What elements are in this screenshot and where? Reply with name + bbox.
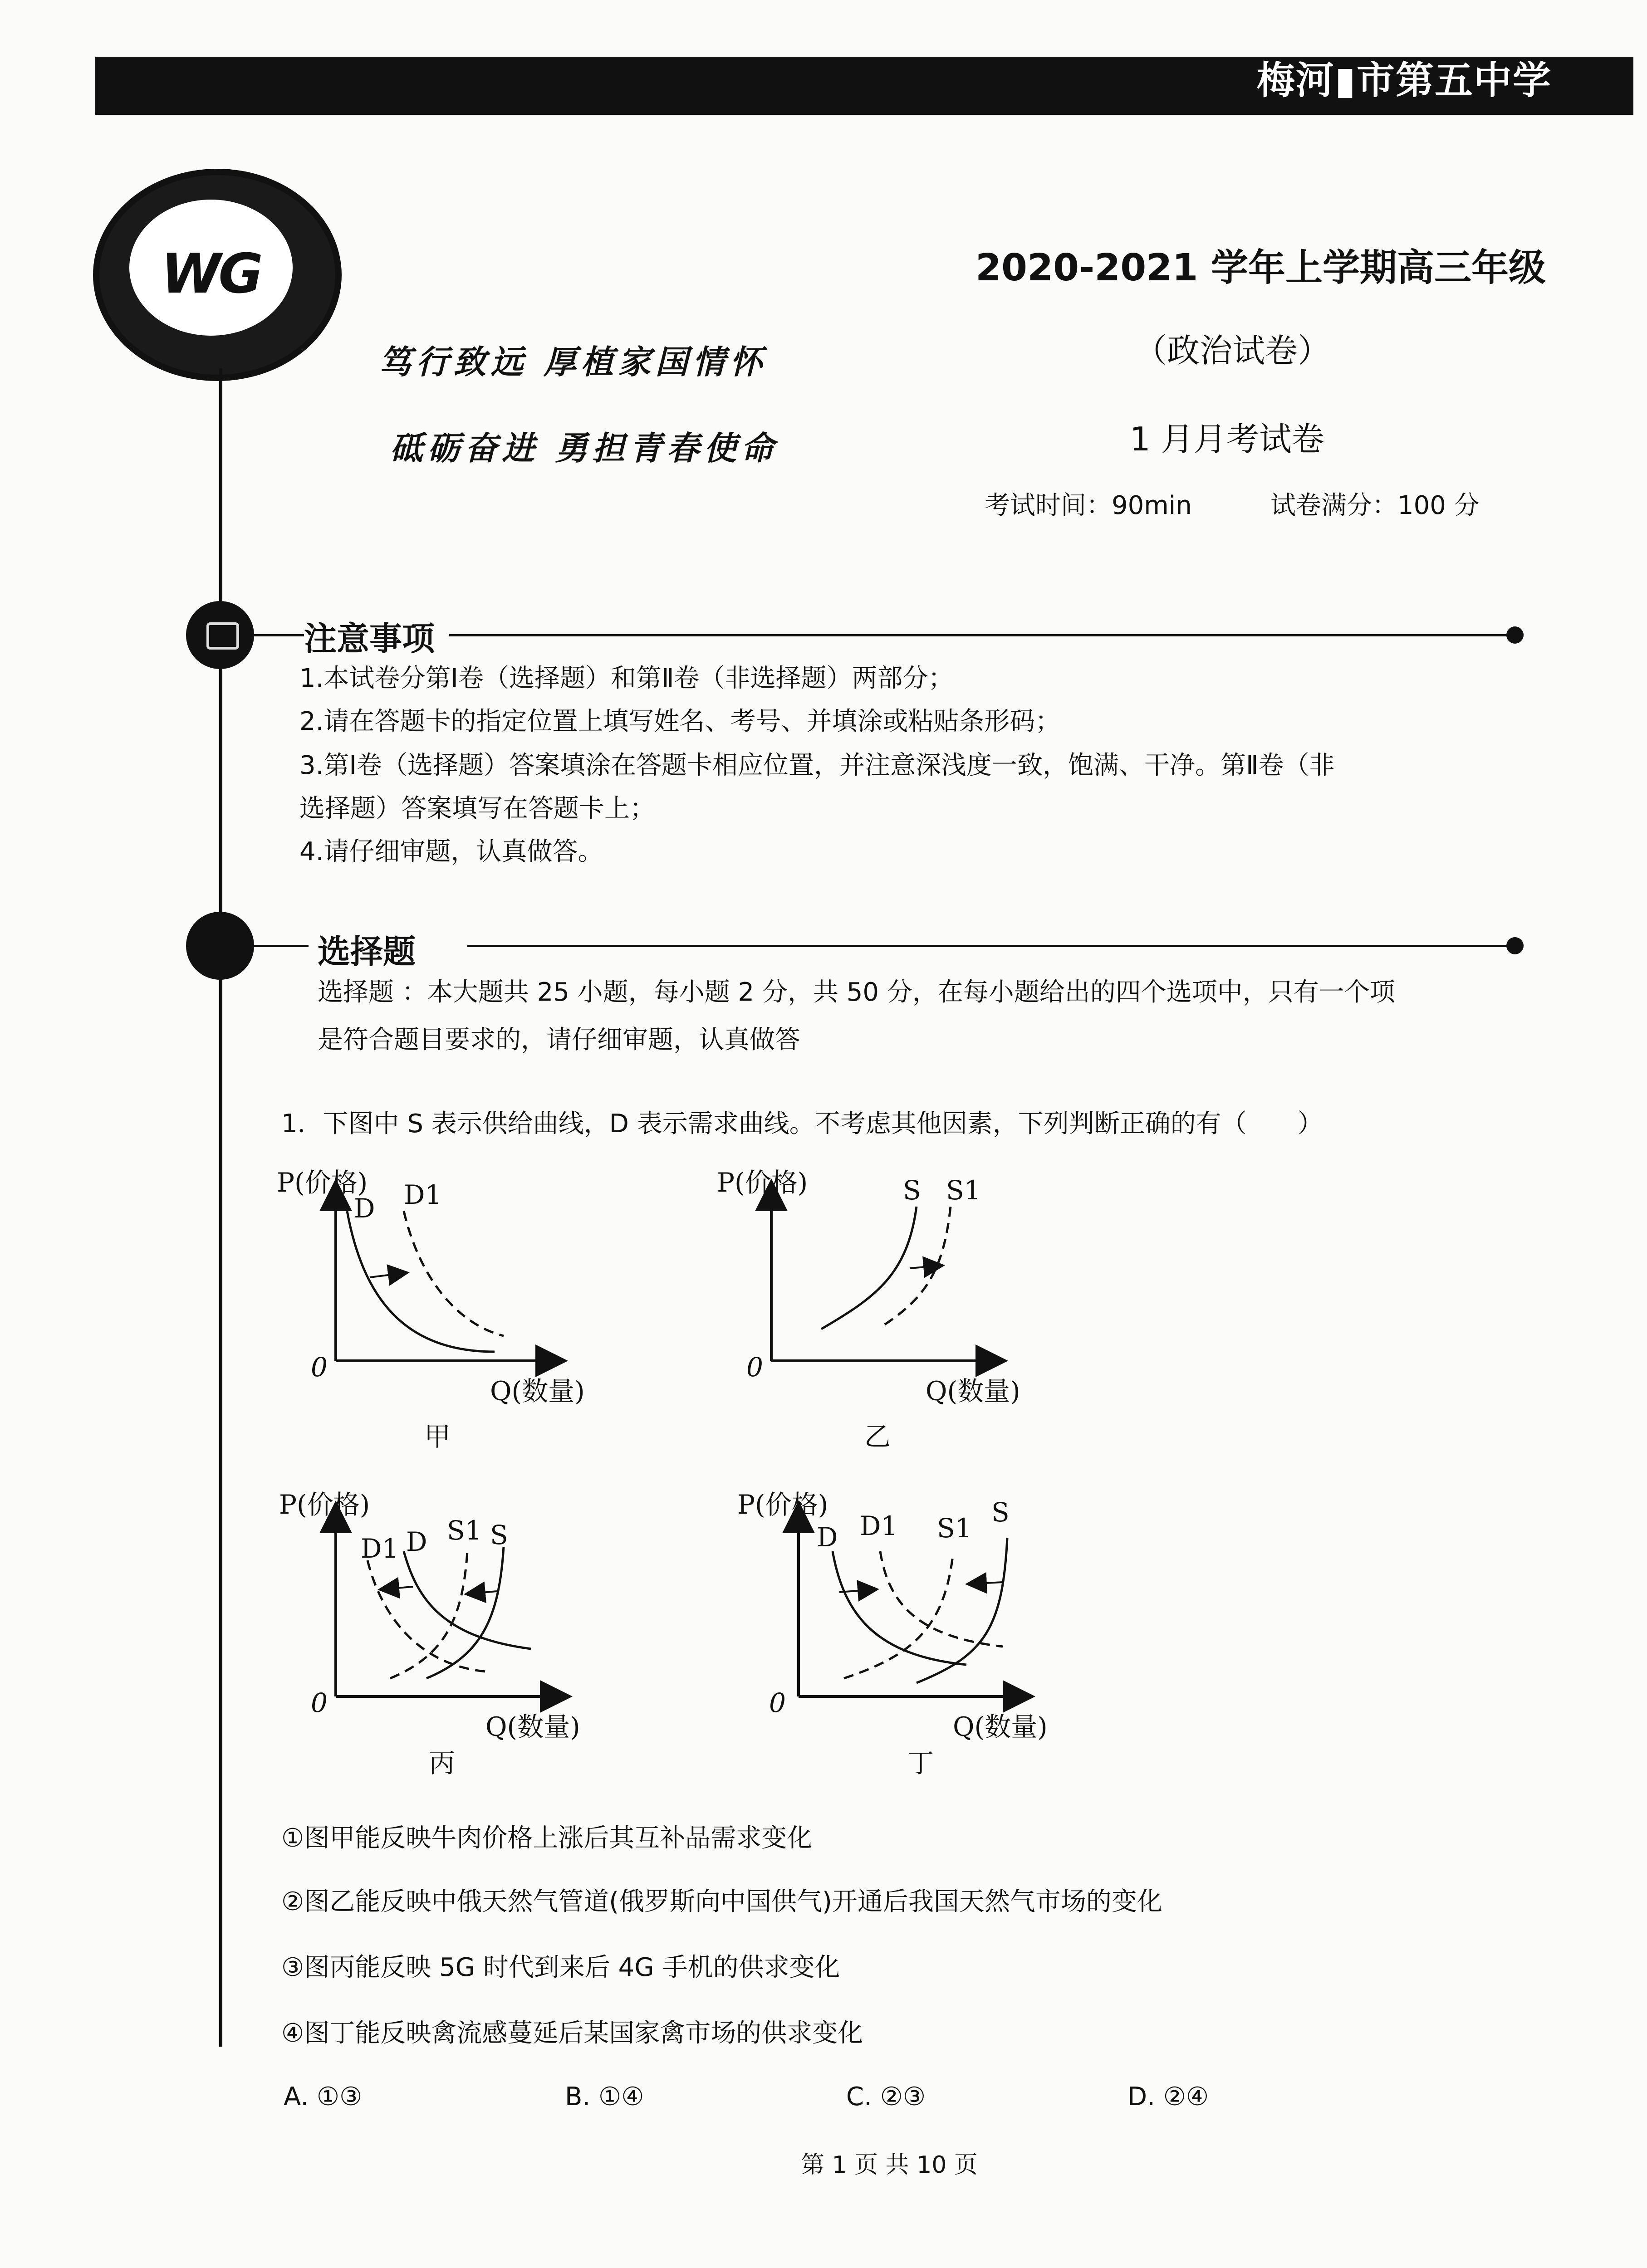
notice-item-3: 3.第Ⅰ卷（选择题）答案填涂在答题卡相应位置，并注意深浅度一致，饱满、干净。第Ⅱ卷（非: [299, 751, 1335, 780]
jia-curve-d1: [404, 1211, 504, 1336]
ding-label-s1: S1: [937, 1513, 972, 1544]
ding-label-d1: D1: [860, 1510, 898, 1541]
jia-shift-arrow: [370, 1273, 406, 1277]
exam-subject: （政治试卷）: [1134, 332, 1331, 370]
question-1-stem: 1．下图中 S 表示供给曲线，D 表示需求曲线。不考虑其他因素，下列判断正确的有（ ）: [281, 1109, 1323, 1139]
yi-shift-arrow: [910, 1266, 941, 1268]
ding-curve-d1: [880, 1551, 1003, 1647]
bing-curve-d: [404, 1551, 531, 1649]
notice-divider: [449, 634, 1511, 636]
choice-section-marker: [186, 912, 254, 980]
document-icon: [206, 622, 239, 650]
ding-origin: 0: [769, 1687, 786, 1718]
bing-curve-d1: [368, 1560, 485, 1672]
logo-text: WG: [161, 243, 260, 306]
jia-curve-d: [347, 1211, 495, 1352]
statement-3: ③图丙能反映 5G 时代到来后 4G 手机的供求变化: [281, 1953, 840, 1982]
choice-connector: [254, 945, 309, 947]
graph-jia: [268, 1161, 613, 1461]
ding-curve-d: [833, 1551, 966, 1665]
notice-item-2: 2.请在答题卡的指定位置上填写姓名、考号、并填涂或粘贴条形码；: [299, 707, 1061, 736]
statement-1: ①图甲能反映牛肉价格上涨后其互补品需求变化: [281, 1823, 813, 1853]
bing-label-d1: D1: [361, 1533, 399, 1564]
page-number: 第 1 页 共 10 页: [801, 2151, 978, 2179]
choice-intro-line-1: 选择题 ：本大题共 25 小题，每小题 2 分，共 50 分，在每小题给出的四个选项中，只有一个项: [318, 978, 1395, 1007]
graph-ding: [730, 1483, 1093, 1783]
choice-heading: 选择题: [318, 933, 416, 971]
notice-item-4: 4.请仔细审题，认真做答。: [299, 837, 603, 866]
graph-yi: [708, 1161, 1053, 1461]
ding-label-s: S: [991, 1497, 1010, 1528]
notice-connector: [254, 634, 304, 636]
exam-title: 2020-2021 学年上学期高三年级: [975, 246, 1546, 289]
exam-name: 1 月月考试卷: [1130, 420, 1324, 458]
ding-supply-arrow: [969, 1582, 1003, 1584]
ding-axis-x-label: Q(数量): [953, 1711, 1048, 1742]
bing-axis-y-label: P(价格): [279, 1489, 370, 1520]
bing-caption: 丙: [429, 1748, 456, 1779]
ding-curve-s: [917, 1538, 1007, 1683]
notice-divider-dot: [1506, 626, 1524, 644]
bing-curve-s1: [390, 1551, 467, 1678]
yi-origin: 0: [746, 1352, 763, 1383]
statement-4: ④图丁能反映禽流感蔓延后某国家禽市场的供求变化: [281, 2019, 863, 2048]
motto-line-1: 笃行致远 厚植家国情怀: [379, 342, 767, 381]
jia-axis-y-label: P(价格): [277, 1167, 368, 1198]
yi-label-s: S: [903, 1175, 921, 1206]
ding-caption: 丁: [907, 1748, 934, 1779]
bing-label-s1: S1: [447, 1515, 482, 1546]
school-name: 梅河▮市第五中学: [1256, 58, 1552, 103]
motto-line-2: 砥砺奋进 勇担青春使命: [390, 429, 779, 467]
yi-axis-y-label: P(价格): [717, 1167, 808, 1198]
bing-origin: 0: [311, 1687, 328, 1718]
notice-heading: 注意事项: [304, 620, 435, 658]
exam-score: 试卷满分：100 分: [1270, 491, 1480, 520]
yi-label-s1: S1: [946, 1175, 981, 1206]
yi-caption: 乙: [864, 1421, 891, 1452]
jia-axis-x-label: Q(数量): [490, 1376, 585, 1407]
bing-demand-arrow: [381, 1587, 413, 1589]
graph-bing: [272, 1483, 617, 1783]
option-b[interactable]: B. ①④: [565, 2082, 644, 2112]
option-d[interactable]: D. ②④: [1127, 2082, 1209, 2112]
yi-axis-x-label: Q(数量): [926, 1376, 1020, 1407]
jia-label-d1: D1: [404, 1179, 442, 1210]
bing-supply-arrow: [467, 1591, 497, 1594]
jia-caption: 甲: [424, 1421, 451, 1452]
jia-label-d: D: [354, 1193, 375, 1224]
option-a[interactable]: A. ①③: [284, 2082, 363, 2112]
jia-origin: 0: [311, 1352, 328, 1383]
notice-item-1: 1.本试卷分第Ⅰ卷（选择题）和第Ⅱ卷（非选择题）两部分；: [299, 664, 954, 693]
statement-2: ②图乙能反映中俄天然气管道(俄罗斯向中国供气)开通后我国天然气市场的变化: [281, 1887, 1162, 1916]
exam-time: 考试时间：90min: [985, 491, 1192, 520]
option-c[interactable]: C. ②③: [846, 2082, 926, 2112]
choice-divider-dot: [1506, 937, 1524, 954]
bing-axis-x-label: Q(数量): [485, 1711, 580, 1742]
bing-label-s: S: [490, 1520, 508, 1550]
choice-divider: [467, 945, 1511, 947]
notice-item-3-cont: 选择题）答案填写在答题卡上；: [299, 794, 655, 823]
ding-axis-y-label: P(价格): [737, 1489, 828, 1520]
ding-label-d: D: [817, 1522, 838, 1553]
bing-label-d: D: [406, 1526, 427, 1557]
choice-intro-line-2: 是符合题目要求的，请仔细审题，认真做答: [318, 1025, 800, 1055]
